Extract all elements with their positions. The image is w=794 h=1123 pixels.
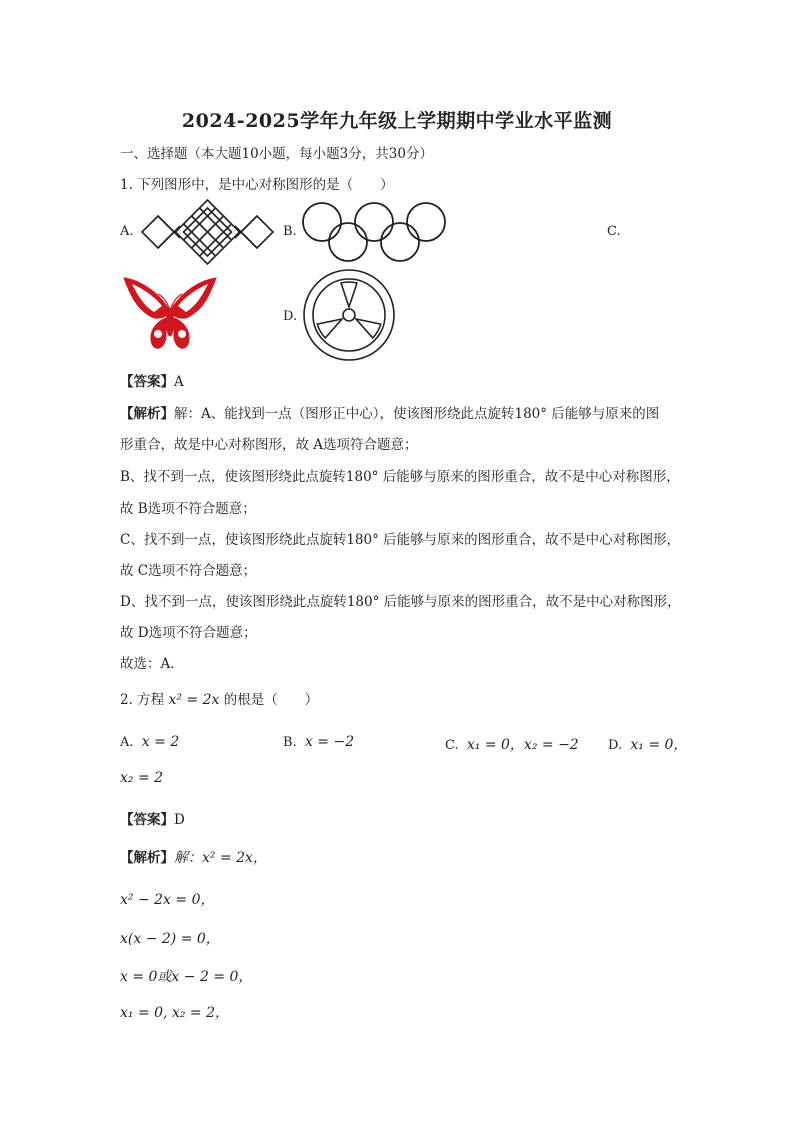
q2-analysis-line-1: 【解析】解：x² = 2x， bbox=[120, 850, 267, 866]
answer-value: A bbox=[174, 374, 184, 390]
q1-analysis-line-3: B、找不到一点，使该图形绕此点旋转180° 后能够与原来的图形重合，故不是中心对称图形， bbox=[120, 469, 680, 485]
q2-option-c: C. x₁ = 0，x₂ = −2 bbox=[445, 737, 579, 753]
answer-label: 【答案】 bbox=[120, 374, 174, 390]
q1-analysis-line-9: 故选：A． bbox=[120, 656, 184, 672]
q1-analysis-line-1: 【解析】解：A、能找到一点（图形正中心），使该图形绕此点旋转180° 后能够与原来的图 bbox=[120, 406, 660, 422]
q1-analysis-line-8: 故 D选项不符合题意； bbox=[120, 625, 257, 641]
page-title: 2024-2025学年九年级上学期期中学业水平监测 bbox=[181, 110, 613, 132]
analysis-label: 【解析】 bbox=[120, 406, 174, 422]
q2-step-1: x² − 2x = 0， bbox=[120, 892, 215, 908]
q1-analysis-line-6: 故 C选项不符合题意； bbox=[120, 563, 257, 579]
butterfly-figure bbox=[122, 274, 218, 356]
q1-option-a-label: A. bbox=[120, 224, 134, 239]
answer-label: 【答案】 bbox=[120, 812, 174, 828]
q2-option-b: B. x = −2 bbox=[283, 734, 355, 750]
q1-answer bbox=[120, 372, 184, 392]
q1-analysis-line-5: C、找不到一点，使该图形绕此点旋转180° 后能够与原来的图形重合，故不是中心对称图形， bbox=[120, 532, 681, 548]
olympic-rings-figure bbox=[300, 200, 448, 264]
q2-stem: 2. 方程 x² = 2x 的根是（ ） bbox=[120, 692, 319, 708]
radiation-symbol-figure bbox=[300, 268, 398, 362]
q2-step-3: x = 0或x − 2 = 0， bbox=[120, 969, 253, 985]
q1-analysis-line-2: 形重合，故是中心对称图形，故 A选项符合题意； bbox=[120, 437, 418, 453]
q2-option-d: D. x₁ = 0， bbox=[608, 737, 688, 753]
q1-analysis-line-4: 故 B选项不符合题意； bbox=[120, 501, 256, 517]
q2-option-a: A. x = 2 bbox=[120, 734, 180, 750]
section-heading: 一、选择题（本大题10小题，每小题3分，共30分） bbox=[120, 146, 433, 162]
q1-stem: 1. 下列图形中，是中心对称图形的是（ ） bbox=[120, 177, 394, 193]
answer-value: D bbox=[174, 812, 185, 828]
q1-option-b-label: B. bbox=[283, 224, 297, 239]
q1-option-c-label: C. bbox=[607, 224, 621, 239]
q2-option-d-continued: x₂ = 2 bbox=[120, 770, 164, 786]
chinese-knot-figure bbox=[140, 198, 275, 266]
q2-equation: x² = 2x bbox=[168, 692, 220, 708]
q2-step-4: x₁ = 0, x₂ = 2， bbox=[120, 1005, 229, 1021]
q2-step-2: x(x − 2) = 0， bbox=[120, 931, 220, 947]
q2-answer bbox=[120, 810, 185, 830]
analysis-label: 【解析】 bbox=[120, 850, 174, 866]
q1-analysis-line-7: D、找不到一点，使该图形绕此点旋转180° 后能够与原来的图形重合，故不是中心对称图形， bbox=[120, 594, 681, 610]
q1-option-d-label: D. bbox=[283, 309, 298, 324]
